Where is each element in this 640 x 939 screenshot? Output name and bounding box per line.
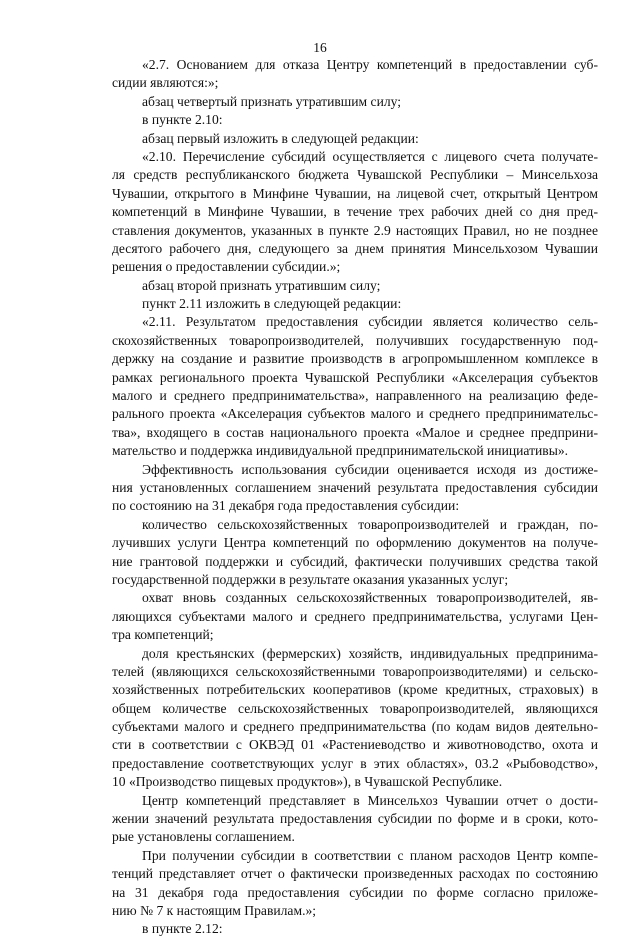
text-line: нию № 7 к настоящим Правилам.»;	[112, 902, 317, 918]
text-line: десятого рабочего дня, следующего за днем принятия Минсельхозом Чувашии	[112, 240, 598, 256]
text-line: 10 «Производство пищевых продуктов»), в Чувашской Республике.	[112, 774, 503, 790]
text-line: «2.7. Основанием для отказа Центру компетенций в предоставлении суб-	[142, 57, 598, 72]
text-line: количество сельскохозяйственных товаропроизводителей и граждан, по-	[142, 516, 598, 532]
text-line: телей (являющихся сельскохозяйственными товаропроизводителями) и сельско-	[112, 663, 598, 679]
text-line: тенций представляет отчет о фактически произведенных расходах по состоянию	[112, 866, 598, 882]
text-line: Чувашии, открытого в Минфине Чувашии, на лицевой счет, открытый Центром	[112, 185, 598, 201]
text-line: хозяйственных потребительских кооперативов (кроме кредитных, страховых) в	[112, 682, 598, 698]
text-line: доля крестьянских (фермерских) хозяйств, индивидуальных предпринима-	[142, 645, 598, 661]
text-line: решения о предоставлении субсидии.»;	[112, 259, 341, 275]
text-line: жении значений результата предоставления субсидии по форме и в сроки, кото-	[112, 811, 598, 827]
text-line: скохозяйственных товаропроизводителей, получивших государственную под-	[112, 332, 598, 348]
text-line: Эффективность использования субсидии оценивается исходя из достиже-	[142, 461, 598, 477]
text-line: Центр компетенций представляет в Минсельхоз Чувашии отчет о дости-	[142, 792, 598, 808]
text-line: ния установленных соглашением значений результата предоставления субсидии	[112, 479, 598, 495]
text-line: сидии являются:»;	[112, 75, 219, 91]
text-line: держку на создание и развитие производств в агропромышленном комплексе в	[112, 351, 598, 367]
text-line: При получении субсидии в соответствии с планом расходов Центр компе-	[142, 847, 598, 863]
text-line: тва», входящего в состав национального проекта «Малое и среднее предприни-	[112, 424, 598, 440]
text-line: ляющихся субъектами малого и среднего предпринимательства, услугами Цен-	[112, 608, 598, 624]
text-line: ставления документов, указанных в пункте 2.9 настоящих Правил, но не позднее	[112, 222, 598, 238]
text-line: сти в соответствии с ОКВЭД 01 «Растениеводство и животноводство, охота и	[112, 737, 598, 753]
text-line: субъектами малого и среднего предпринимательства (по кодам видов деятельно-	[112, 719, 598, 735]
text-line: абзац четвертый признать утратившим силу;	[142, 93, 402, 109]
text-line: в пункте 2.10:	[142, 112, 223, 128]
text-line: рамках регионального проекта Чувашской Республики «Акселерация субъектов	[112, 369, 598, 385]
text-line: абзац второй признать утратившим силу;	[142, 277, 381, 293]
text-line: государственной поддержки в результате оказания указанных услуг;	[112, 571, 509, 587]
document-body	[112, 56, 598, 939]
text-line: «2.10. Перечисление субсидий осуществляется с лицевого счета получате-	[142, 148, 598, 164]
text-line: «2.11. Результатом предоставления субсидии является количество сель-	[142, 314, 598, 330]
text-line: тра компетенций;	[112, 627, 214, 643]
text-line: рального проекта «Акселерация субъектов малого и среднего предпринимательс-	[112, 406, 598, 422]
text-line: рые установлены соглашением.	[112, 829, 295, 845]
text-line: по состоянию на 31 декабря года предоставления субсидии:	[112, 498, 460, 514]
text-line: ние грантовой поддержки и субсидий, фактически получивших средства такой	[112, 553, 598, 569]
text-line: абзац первый изложить в следующей редакции:	[142, 130, 419, 146]
text-line: предоставление соответствующих услуг в этих областях», 03.2 «Рыбоводство»,	[112, 755, 598, 771]
text-line: пункт 2.11 изложить в следующей редакции:	[142, 296, 402, 312]
text-line: мательство и поддержка индивидуальной предпринимательской инициативы».	[112, 443, 569, 459]
text-line: на 31 декабря года предоставления субсидии по форме согласно приложе-	[112, 884, 598, 900]
text-line: компетенций в Минфине Чувашии, в течение трех рабочих дней со дня пред-	[112, 204, 598, 220]
text-line: малого и среднего предпринимательства», направленного на реализацию феде-	[112, 388, 598, 404]
page-number: 16	[313, 40, 327, 55]
text-line: ля средств республиканского бюджета Чувашской Республики – Минсельхоза	[112, 167, 598, 183]
text-line: общем количестве сельскохозяйственных товаропроизводителей, являющихся	[112, 700, 598, 716]
text-line: охват вновь созданных сельскохозяйственных товаропроизводителей, яв-	[142, 590, 598, 606]
text-line: лучивших услуги Центра компетенций по оформлению документов на получе-	[112, 535, 598, 551]
text-line: в пункте 2.12:	[142, 921, 223, 937]
